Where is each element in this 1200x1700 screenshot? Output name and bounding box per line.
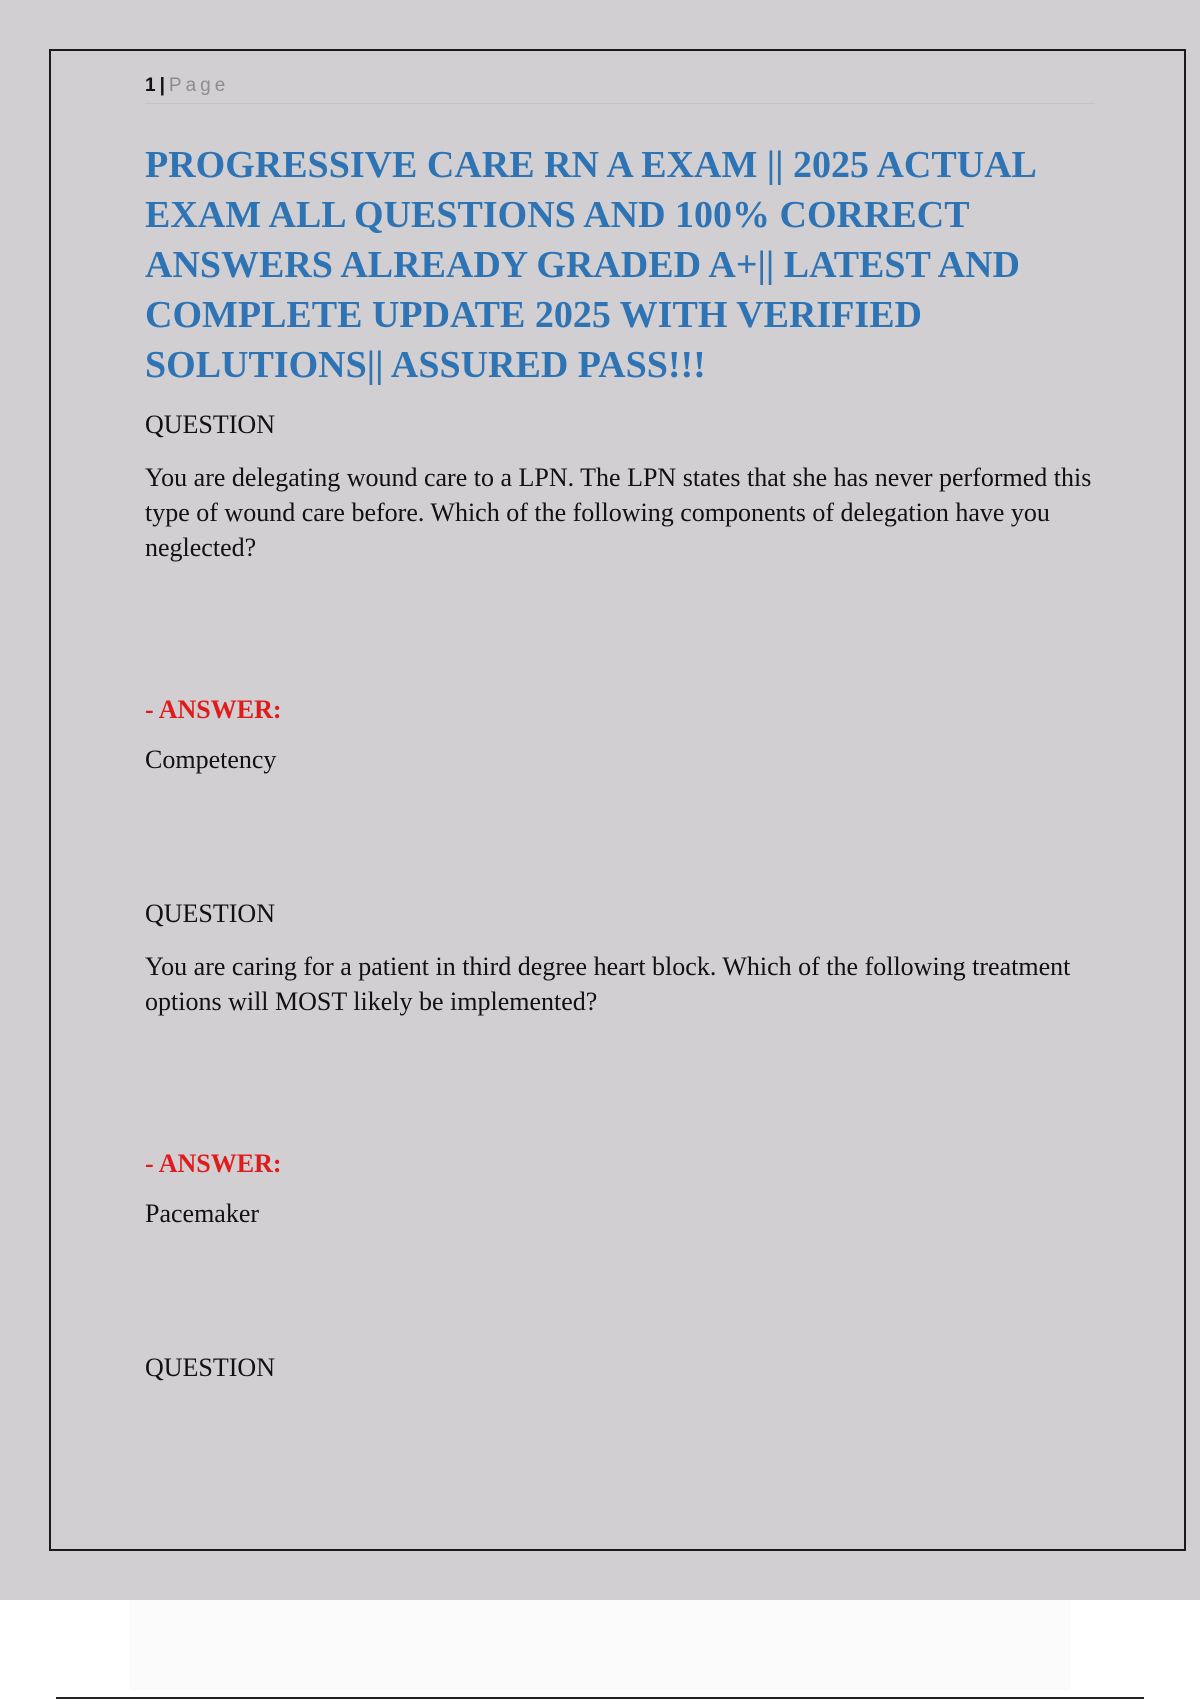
question-label: QUESTION <box>145 899 275 928</box>
page-header <box>145 74 1095 104</box>
answer-label: - ANSWER: <box>145 1149 282 1178</box>
answer-text: Pacemaker <box>145 1199 260 1228</box>
page-word: Page <box>168 75 230 96</box>
qa-item <box>145 1351 1095 1385</box>
question-text: You are delegating wound care to a LPN. The LPN states that she has never performed this type of wound care before. Which of the following components of delegation have you neglected? <box>145 463 1092 562</box>
bottom-divider <box>56 1697 1144 1699</box>
question-text: You are caring for a patient in third degree heart block. Which of the following treatment options will MOST likely be implemented? <box>145 952 1071 1016</box>
page-separator: | <box>159 75 165 96</box>
answer-label: - ANSWER: <box>145 695 282 724</box>
answer-text: Competency <box>145 745 277 774</box>
next-page-edge <box>130 1600 1070 1690</box>
document-title: PROGRESSIVE CARE RN A EXAM || 2025 ACTUAL EXAM ALL QUESTIONS AND 100% CORRECT ANSWERS ALREADY GRADED A+|| LATEST AND COMPLETE UPDATE 2025 WITH VERIFIED SOLUTIONS|| ASSURED PASS!!! <box>145 144 1035 386</box>
question-label: QUESTION <box>145 410 275 439</box>
document-body <box>145 140 1095 1385</box>
qa-item <box>145 408 1095 777</box>
qa-item <box>145 897 1095 1231</box>
question-label: QUESTION <box>145 1353 275 1382</box>
page-number: 1 <box>145 75 156 96</box>
